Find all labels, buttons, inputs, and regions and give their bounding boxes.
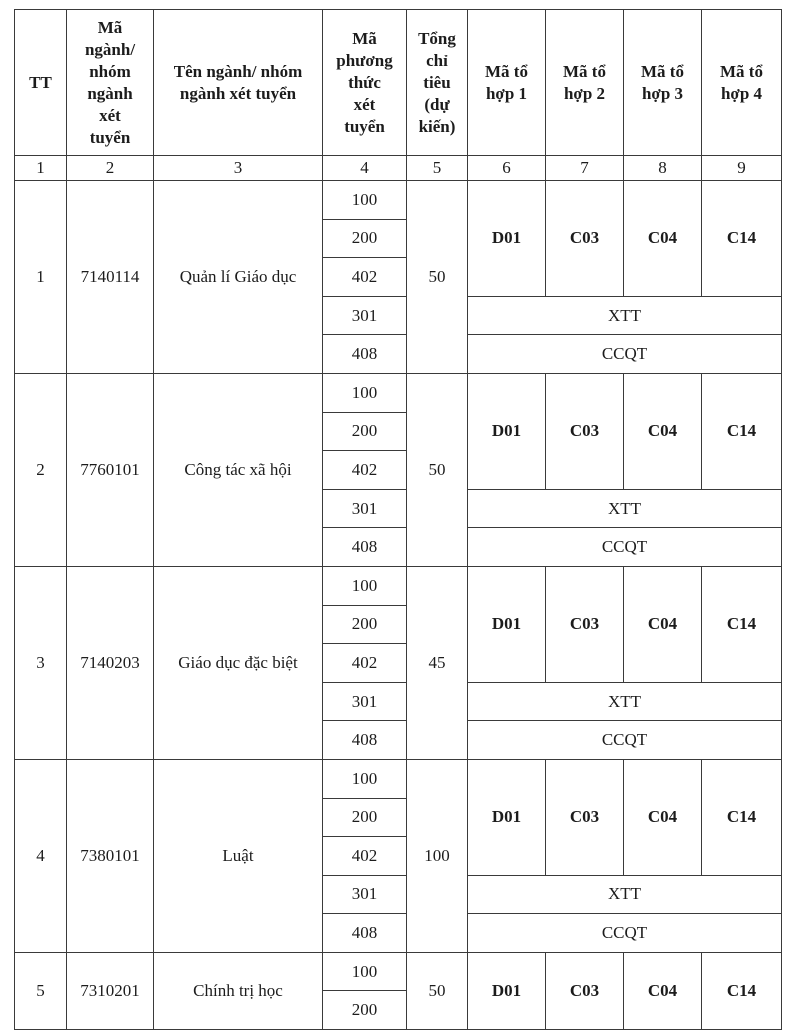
- combo-3: C04: [624, 952, 702, 1029]
- method-code: 100: [323, 759, 407, 798]
- combo-4: C14: [702, 373, 782, 489]
- header-major-code: Mã ngành/ nhóm ngành xét tuyển: [67, 10, 154, 156]
- method-code: 408: [323, 914, 407, 953]
- row-quota: 50: [407, 373, 468, 566]
- header-major-name: Tên ngành/ nhóm ngành xét tuyển: [154, 10, 323, 156]
- combo-1: D01: [468, 181, 546, 297]
- method-label-ccqt: CCQT: [468, 914, 782, 953]
- method-code: 100: [323, 566, 407, 605]
- row-major-code: 7380101: [67, 759, 154, 952]
- row-major-name: Giáo dục đặc biệt: [154, 566, 323, 759]
- combo-1: D01: [468, 952, 546, 1029]
- table-row: [15, 181, 782, 220]
- method-code: 408: [323, 335, 407, 374]
- combo-2: C03: [546, 181, 624, 297]
- method-code: 200: [323, 219, 407, 258]
- method-label-xtt: XTT: [468, 682, 782, 721]
- combo-2: C03: [546, 373, 624, 489]
- combo-3: C04: [624, 373, 702, 489]
- method-code: 200: [323, 412, 407, 451]
- method-label-ccqt: CCQT: [468, 721, 782, 760]
- method-code: 301: [323, 489, 407, 528]
- column-index: 4: [323, 156, 407, 181]
- combo-2: C03: [546, 952, 624, 1029]
- method-code: 402: [323, 837, 407, 876]
- method-code: 200: [323, 605, 407, 644]
- row-major-name: Chính trị học: [154, 952, 323, 1029]
- header-combo-2: Mã tổ hợp 2: [546, 10, 624, 156]
- method-label-ccqt: CCQT: [468, 335, 782, 374]
- row-major-code: 7760101: [67, 373, 154, 566]
- column-index: 7: [546, 156, 624, 181]
- row-quota: 45: [407, 566, 468, 759]
- method-code: 200: [323, 991, 407, 1030]
- column-index: 9: [702, 156, 782, 181]
- header-combo-3: Mã tổ hợp 3: [624, 10, 702, 156]
- method-code: 100: [323, 373, 407, 412]
- combo-4: C14: [702, 181, 782, 297]
- column-index: 5: [407, 156, 468, 181]
- row-tt: 4: [15, 759, 67, 952]
- row-major-code: 7140203: [67, 566, 154, 759]
- method-code: 402: [323, 451, 407, 490]
- method-label-xtt: XTT: [468, 875, 782, 914]
- table-row: [15, 373, 782, 412]
- method-code: 301: [323, 296, 407, 335]
- combo-4: C14: [702, 952, 782, 1029]
- header-tt: TT: [15, 10, 67, 156]
- row-quota: 100: [407, 759, 468, 952]
- method-code: 200: [323, 798, 407, 837]
- method-code: 402: [323, 258, 407, 297]
- admissions-table: [14, 9, 782, 1030]
- header-quota: Tổng chỉ tiêu (dự kiến): [407, 10, 468, 156]
- header-combo-1: Mã tổ hợp 1: [468, 10, 546, 156]
- combo-3: C04: [624, 566, 702, 682]
- row-major-name: Quản lí Giáo dục: [154, 181, 323, 374]
- column-index: 1: [15, 156, 67, 181]
- header-combo-4: Mã tổ hợp 4: [702, 10, 782, 156]
- row-quota: 50: [407, 181, 468, 374]
- header-row: [15, 10, 782, 156]
- method-label-xtt: XTT: [468, 489, 782, 528]
- method-code: 301: [323, 875, 407, 914]
- combo-2: C03: [546, 759, 624, 875]
- combo-4: C14: [702, 759, 782, 875]
- row-tt: 5: [15, 952, 67, 1029]
- combo-1: D01: [468, 566, 546, 682]
- row-quota: 50: [407, 952, 468, 1029]
- method-code: 408: [323, 528, 407, 567]
- row-tt: 3: [15, 566, 67, 759]
- column-index: 8: [624, 156, 702, 181]
- method-code: 408: [323, 721, 407, 760]
- combo-2: C03: [546, 566, 624, 682]
- row-major-code: 7140114: [67, 181, 154, 374]
- table-row: [15, 759, 782, 798]
- row-tt: 1: [15, 181, 67, 374]
- combo-3: C04: [624, 181, 702, 297]
- combo-3: C04: [624, 759, 702, 875]
- column-index-row: [15, 156, 782, 181]
- combo-1: D01: [468, 759, 546, 875]
- header-method-code: Mã phương thức xét tuyển: [323, 10, 407, 156]
- column-index: 3: [154, 156, 323, 181]
- row-major-code: 7310201: [67, 952, 154, 1029]
- combo-1: D01: [468, 373, 546, 489]
- table-row: [15, 566, 782, 605]
- method-label-xtt: XTT: [468, 296, 782, 335]
- row-tt: 2: [15, 373, 67, 566]
- method-code: 301: [323, 682, 407, 721]
- method-code: 100: [323, 181, 407, 220]
- method-code: 100: [323, 952, 407, 991]
- row-major-name: Công tác xã hội: [154, 373, 323, 566]
- method-label-ccqt: CCQT: [468, 528, 782, 567]
- method-code: 402: [323, 644, 407, 683]
- table-row: [15, 952, 782, 991]
- row-major-name: Luật: [154, 759, 323, 952]
- combo-4: C14: [702, 566, 782, 682]
- column-index: 6: [468, 156, 546, 181]
- column-index: 2: [67, 156, 154, 181]
